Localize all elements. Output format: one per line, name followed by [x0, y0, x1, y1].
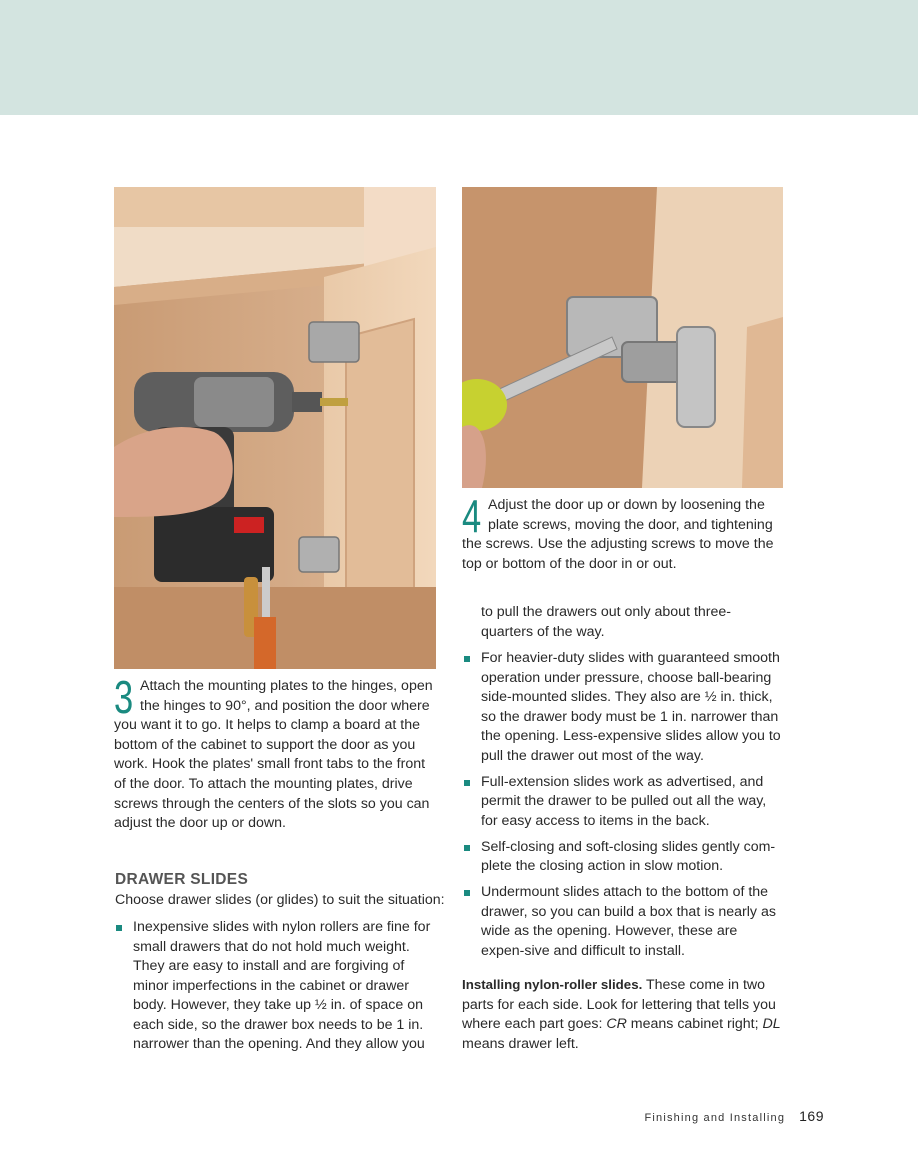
list-item-text: Inexpensive slides with nylon rollers are fine for small drawers that do not hold much weight. They are easy to install and are forgiving of minor imperfections in the cabinet or drawer body. However, they take up ½ in. of space on each side, so the drawer box needs to be 1 in. narrower than the opening. And they allow you — [133, 919, 431, 1052]
install-paragraph — [462, 975, 784, 1054]
step-4-caption — [462, 490, 783, 574]
step-number: 3 — [114, 671, 134, 723]
photo-screwdriver-adjusting-hinge — [462, 187, 783, 488]
install-dl: DL — [762, 1016, 781, 1032]
list-item-text: Full-extension slides work as advertised, and permit the drawer to be pulled out all the way, for easy access to items in the back. — [481, 773, 767, 829]
list-item — [462, 838, 783, 877]
section-heading: DRAWER SLIDES — [115, 871, 249, 888]
list-item — [114, 918, 436, 1055]
bullet-square-icon — [116, 925, 122, 931]
step-text: Attach the mounting plates to the hinges, open the hinges to 90°, and position the door where you want it to go. It helps to clamp a board at the bottom of the cabinet to support the door as you work. Hook the plates' small front tabs to the front of the door. To attach the mounting plates, drive screws through the centers of the slots so you can adjust the door up or down. — [114, 678, 433, 832]
list-item — [462, 883, 783, 961]
install-dl-text: means drawer left. — [462, 1035, 579, 1052]
bullet-square-icon — [464, 656, 470, 662]
bullet-continuation: to pull the drawers out only about three-quarters of the way. — [481, 604, 732, 640]
bullet-list-left — [114, 918, 436, 1061]
page-number: 169 — [799, 1108, 824, 1124]
footer-section-title: Finishing and Installing — [644, 1112, 786, 1124]
step-number: 4 — [462, 490, 482, 542]
page-footer — [644, 1108, 824, 1124]
bullet-square-icon — [464, 845, 470, 851]
bullet-square-icon — [464, 780, 470, 786]
install-cr: CR — [606, 1016, 627, 1032]
list-item — [462, 649, 783, 766]
list-item-text: Undermount slides attach to the bottom of the drawer, so you can build a box that is nearly as wide as the opening. However, these are expen-sive and difficult to install. — [481, 884, 776, 959]
install-cr-text: means cabinet right; — [630, 1016, 759, 1032]
install-text: These come in two parts for each side. Look for lettering that tells you where each part goes: — [462, 977, 776, 1032]
install-lead: Installing nylon-roller slides. — [462, 977, 643, 992]
bullet-list-right — [462, 649, 783, 968]
list-item-text: For heavier-duty slides with guaranteed smooth operation under pressure, choose ball-bearing side-mounted slides. They also are ½ in. thick, so the drawer body must be 1 in. narrower than the opening. Less-expensive slides allow you to pull the drawer out most of the way. — [481, 650, 781, 764]
step-text: Adjust the door up or down by loosening the plate screws, moving the door, and tightening the screws. Use the adjusting screws to move the top or bottom of the door in or out. — [462, 497, 774, 572]
step-3-caption — [114, 671, 436, 834]
section-intro: Choose drawer slides (or glides) to suit the situation: — [115, 892, 445, 908]
list-item — [462, 773, 783, 832]
top-color-band — [0, 0, 918, 115]
bullet-square-icon — [464, 890, 470, 896]
list-item-text: Self-closing and soft-closing slides gently com-plete the closing action in slow motion. — [481, 838, 776, 874]
photo-drill-mounting-plates — [114, 187, 436, 669]
